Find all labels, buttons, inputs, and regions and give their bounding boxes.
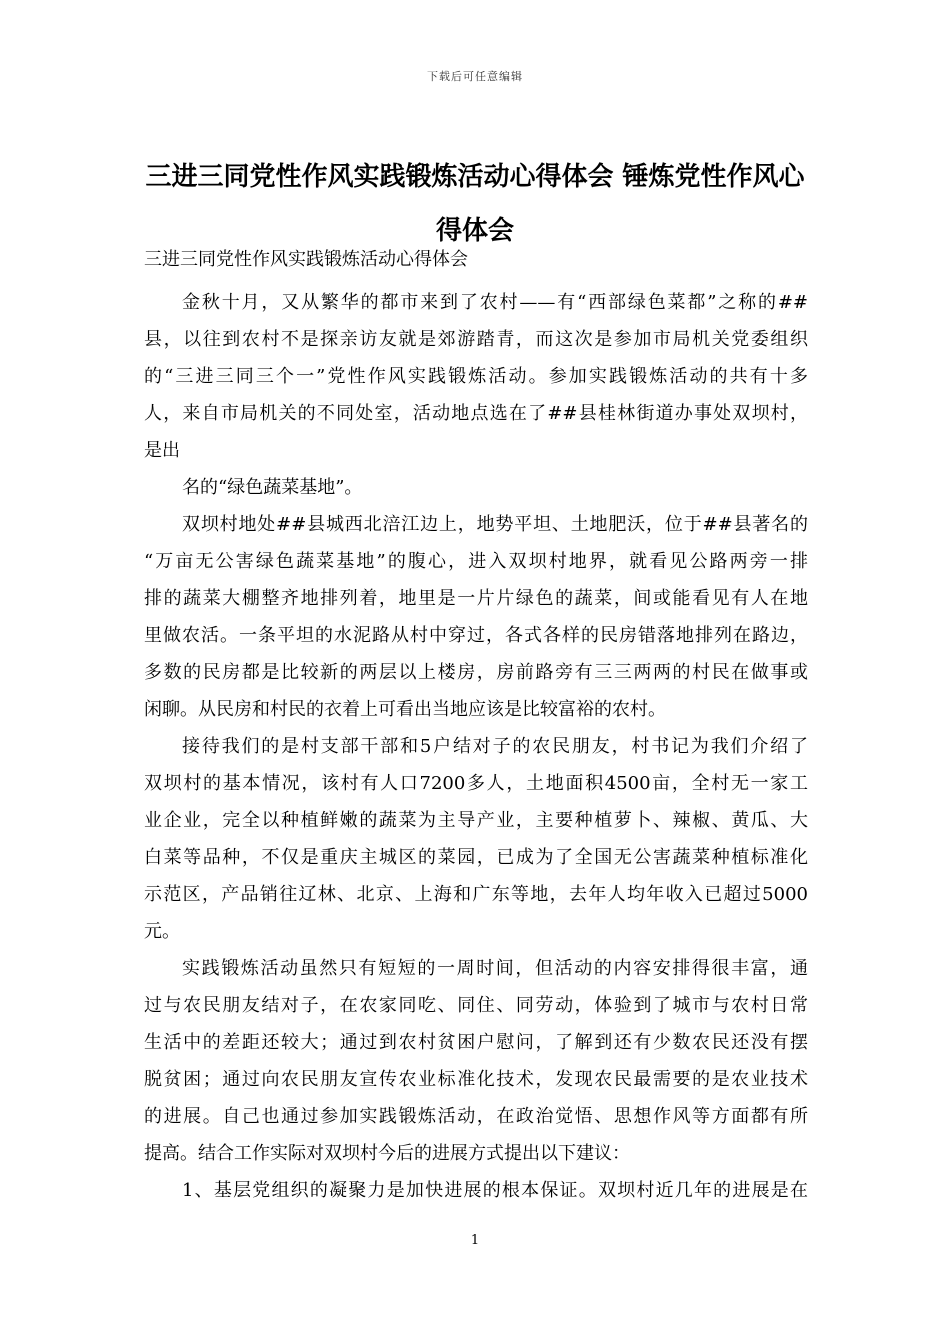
body-line: 名的“绿色蔬菜基地”。 xyxy=(182,477,363,498)
body-line: 过与农民朋友结对子，在农家同吃、同住、同劳动，体验到了城市与农村日常 xyxy=(144,995,808,1016)
document-subtitle: 三进三同党性作风实践锻炼活动心得体会 xyxy=(144,249,468,270)
body-line: 双坝村的基本情况，该村有人口7200多人，土地面积4500亩，全村无一家工 xyxy=(144,773,808,794)
body-line: 示范区，产品销往辽林、北京、上海和广东等地，去年人均年收入已超过5000 xyxy=(144,884,808,905)
body-line: 1、基层党组织的凝聚力是加快进展的根本保证。双坝村近几年的进展是在 xyxy=(182,1180,808,1201)
body-line: 脱贫困；通过向农民朋友宣传农业标准化技术，发现农民最需要的是农业技术 xyxy=(144,1069,808,1090)
body-line: 人，来自市局机关的不同处室，活动地点选在了##县桂林街道办事处双坝村， xyxy=(144,403,808,424)
body-line: 闲聊。从民房和村民的衣着上可看出当地应该是比较富裕的农村。 xyxy=(144,699,666,720)
body-line: 里做农活。一条平坦的水泥路从村中穿过，各式各样的民房错落地排列在路边， xyxy=(144,625,808,646)
body-line: 业企业，完全以种植鲜嫩的蔬菜为主导产业，主要种植萝卜、辣椒、黄瓜、大 xyxy=(144,810,808,831)
body-line: 白菜等品种，不仅是重庆主城区的菜园，已成为了全国无公害蔬菜种植标准化 xyxy=(144,847,808,868)
document-body xyxy=(144,284,808,1209)
body-line: 县，以往到农村不是探亲访友就是郊游踏青，而这次是参加市局机关党委组织 xyxy=(144,329,808,350)
body-line: 排的蔬菜大棚整齐地排列着，地里是一片片绿色的蔬菜，间或能看见有人在地 xyxy=(144,588,808,609)
body-line: 提高。结合工作实际对双坝村今后的进展方式提出以下建议： xyxy=(144,1143,630,1164)
body-line: 元。 xyxy=(144,921,180,942)
body-line: 的进展。自己也通过参加实践锻炼活动，在政治觉悟、思想作风等方面都有所 xyxy=(144,1106,808,1127)
body-line: 实践锻炼活动虽然只有短短的一周时间，但活动的内容安排得很丰富，通 xyxy=(182,958,808,979)
body-line: 生活中的差距还较大；通过到农村贫困户慰问，了解到还有少数农民还没有摆 xyxy=(144,1032,808,1053)
title-line-2: 得体会 xyxy=(435,216,514,246)
body-line: “万亩无公害绿色蔬菜基地”的腹心，进入双坝村地界，就看见公路两旁一排 xyxy=(144,551,808,572)
title-line-1: 三进三同党性作风实践锻炼活动心得体会 锤炼党性作风心 xyxy=(145,162,805,192)
body-line: 的“三进三同三个一”党性作风实践锻炼活动。参加实践锻炼活动的共有十多 xyxy=(144,366,808,387)
page-number: 1 xyxy=(470,1233,480,1248)
body-line: 接待我们的是村支部干部和5户结对子的农民朋友，村书记为我们介绍了 xyxy=(182,736,808,757)
body-line: 双坝村地处##县城西北涪江边上，地势平坦、土地肥沃，位于##县著名的 xyxy=(182,514,808,535)
body-line: 金秋十月，又从繁华的都市来到了农村——有“西部绿色菜都”之称的## xyxy=(182,292,808,313)
document-title xyxy=(140,150,810,258)
body-line: 多数的民房都是比较新的两层以上楼房，房前路旁有三三两两的村民在做事或 xyxy=(144,662,808,683)
body-line: 是出 xyxy=(144,440,180,461)
header-note: 下载后可任意编辑 xyxy=(427,70,523,83)
